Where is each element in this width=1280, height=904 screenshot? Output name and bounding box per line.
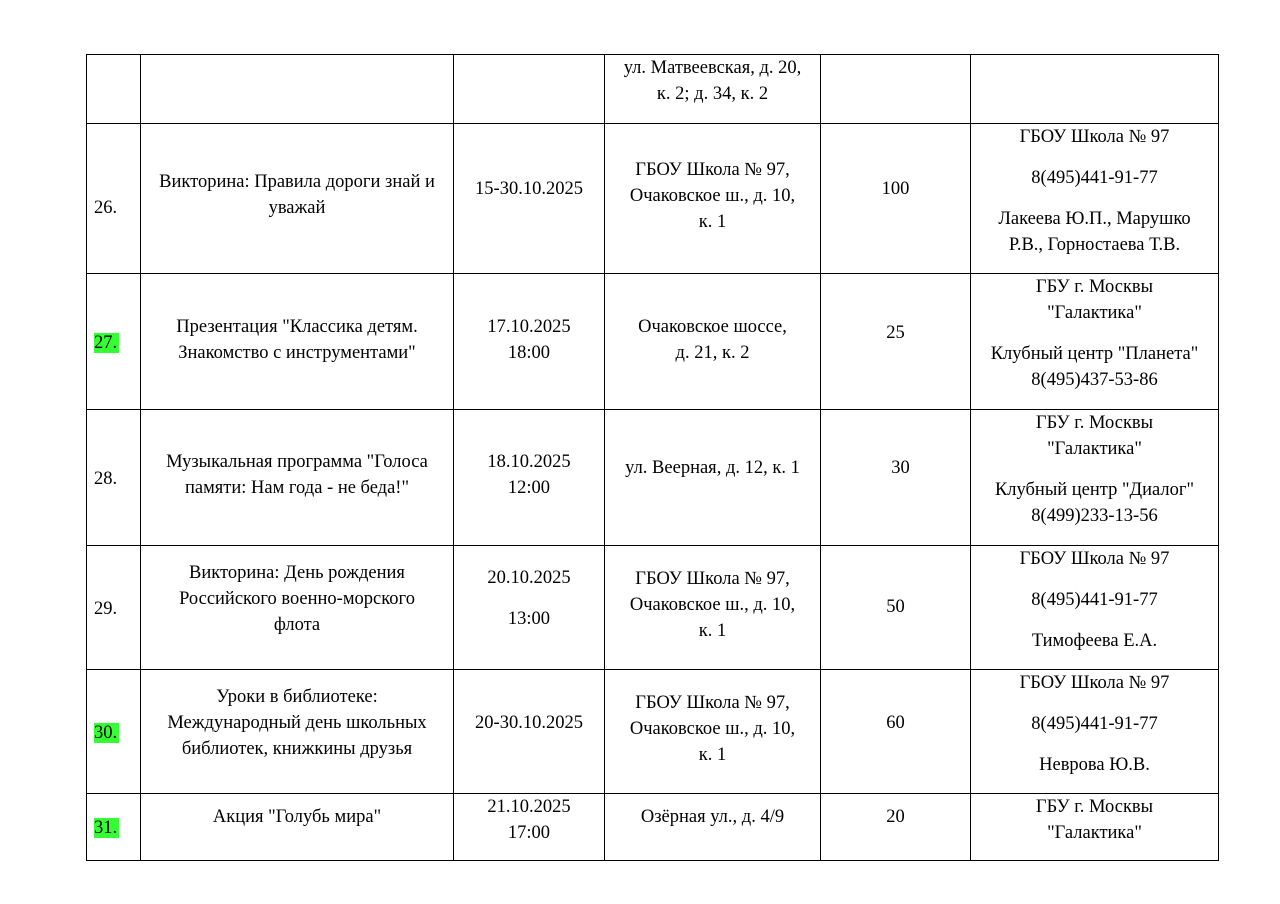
organizer-cell: ГБУ г. Москвы "Галактика" Клубный центр "Диалог" 8(499)233-13-56 xyxy=(971,410,1219,546)
place-cell: ГБОУ Школа № 97, Очаковское ш., д. 10, к. 1 xyxy=(605,124,821,274)
count-cell: 50 xyxy=(821,546,971,670)
organizer-cell: ГБОУ Школа № 97 8(495)441-91-77 Тимофеева Е.А. xyxy=(971,546,1219,670)
count-cell: 60 xyxy=(821,670,971,794)
event-cell: Уроки в библиотеке: Международный день школьных библиотек, книжкины друзья xyxy=(141,670,454,794)
date-cell: 15-30.10.2025 xyxy=(454,124,605,274)
organizer-cell xyxy=(971,55,1219,124)
count-cell: 30 xyxy=(821,410,971,546)
place-cell: ул. Веерная, д. 12, к. 1 xyxy=(605,410,821,546)
highlight-marker: 27. xyxy=(94,332,118,353)
place-cell: Очаковское шоссе, д. 21, к. 2 xyxy=(605,274,821,410)
event-cell xyxy=(141,55,454,124)
date-cell: 20.10.2025 13:00 xyxy=(454,546,605,670)
row-number: 26. xyxy=(87,124,141,274)
row-number: 28. xyxy=(87,410,141,546)
event-cell: Презентация "Классика детям. Знакомство с инструментами" xyxy=(141,274,454,410)
date-cell: 21.10.2025 17:00 xyxy=(454,794,605,861)
date-cell xyxy=(454,55,605,124)
highlight-marker: 31. xyxy=(94,818,118,838)
place-cell: ГБОУ Школа № 97, Очаковское ш., д. 10, к. 1 xyxy=(605,670,821,794)
organizer-cell: ГБОУ Школа № 97 8(495)441-91-77 Неврова Ю.В. xyxy=(971,670,1219,794)
count-cell: 100 xyxy=(821,124,971,274)
highlight-marker: 30. xyxy=(94,722,118,743)
place-cell: ГБОУ Школа № 97, Очаковское ш., д. 10, к. 1 xyxy=(605,546,821,670)
row-number xyxy=(87,55,141,124)
date-cell: 17.10.2025 18:00 xyxy=(454,274,605,410)
row-number: 29. xyxy=(87,546,141,670)
table-row xyxy=(87,124,1219,274)
table-row xyxy=(87,55,1219,124)
table-row xyxy=(87,546,1219,670)
organizer-cell: ГБУ г. Москвы "Галактика" Клубный центр "Планета" 8(495)437-53-86 xyxy=(971,274,1219,410)
row-number xyxy=(87,794,141,861)
count-cell: 25 xyxy=(821,274,971,410)
date-cell: 18.10.2025 12:00 xyxy=(454,410,605,546)
place-cell: ул. Матвеевская, д. 20, к. 2; д. 34, к. 2 xyxy=(605,55,821,124)
table-row xyxy=(87,274,1219,410)
row-number xyxy=(87,670,141,794)
event-cell: Акция "Голубь мира" xyxy=(141,794,454,861)
row-number xyxy=(87,274,141,410)
organizer-cell: ГБОУ Школа № 97 8(495)441-91-77 Лакеева Ю.П., Марушко Р.В., Горностаева Т.В. xyxy=(971,124,1219,274)
place-cell: Озёрная ул., д. 4/9 xyxy=(605,794,821,861)
event-cell: Викторина: Правила дороги знай и уважай xyxy=(141,124,454,274)
count-cell xyxy=(821,55,971,124)
organizer-cell: ГБУ г. Москвы "Галактика" xyxy=(971,794,1219,861)
count-cell: 20 xyxy=(821,794,971,861)
date-cell: 20-30.10.2025 xyxy=(454,670,605,794)
event-cell: Викторина: День рождения Российского военно-морского флота xyxy=(141,546,454,670)
table-row xyxy=(87,670,1219,794)
event-cell: Музыкальная программа "Голоса памяти: Нам года - не беда!" xyxy=(141,410,454,546)
table-row xyxy=(87,794,1219,861)
table-row xyxy=(87,410,1219,546)
events-table xyxy=(86,54,1219,861)
